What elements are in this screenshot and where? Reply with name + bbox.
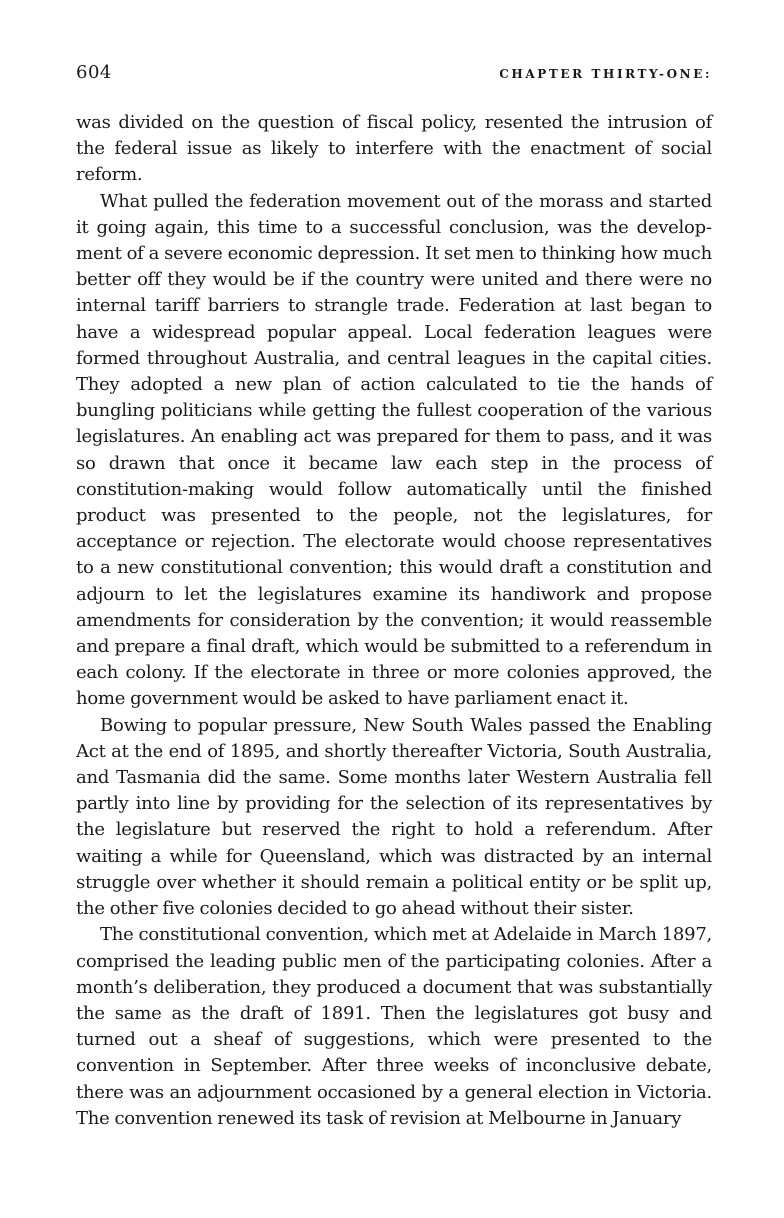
- paragraph: What pulled the federation movement out of the morass and started it going again, this time to a successful conclusion, was the development of a severe economic depression. It set men to thinking how much better off they would be if the country were united and there were no internal tariff barriers to strangle trade. Federation at last began to have a widespread popular appeal. Local federation leagues were formed throughout Australia, and central leagues in the capital cities. They adopted a new plan of action calculated to tie the hands of bungling politicians while getting the fullest cooperation of the various legislatures. An enabling act was prepared for them to pass, and it was so drawn that once it became law each step in the process of constitution-making would follow automatically until the finished product was presented to the people, not the legislatures, for acceptance or rejection. The electorate would choose representatives to a new constitutional convention; this would draft a constitution and adjourn to let the legislatures examine its handiwork and propose amendments for consideration by the convention; it would reassemble and prepare a final draft, which would be submitted to a referendum in each colony. If the electorate in three or more colonies approved, the home government would be asked to have parliament enact it.: [76, 190, 712, 710]
- paragraph: Bowing to popular pressure, New South Wales passed the Enabling Act at the end of 1895, and shortly thereafter Victoria, South Australia, and Tasmania did the same. Some months later Western Australia fell partly into line by providing for the selection of its representatives by the legislature but reserved the right to hold a referendum. After waiting a while for Queensland, which was distracted by an internal struggle over whether it should remain a political entity or be split up, the other five colonies decided to go ahead without their sister.: [76, 714, 712, 920]
- page-number: 604: [76, 62, 112, 83]
- paragraph: The constitutional convention, which met at Adelaide in March 1897, comprised the leading public men of the participating colonies. After a month’s deliberation, they produced a document that was substantially the same as the draft of 1891. Then the legislatures got busy and turned out a sheaf of suggestions, which were presented to the convention in September. After three weeks of inconclusive debate, there was an adjournment occasioned by a general election in Victoria. The convention renewed its task of revision at Melbourne in January: [76, 924, 712, 1129]
- chapter-heading: CHAPTER THIRTY-ONE:: [499, 67, 712, 81]
- body-text: [76, 110, 712, 1132]
- paragraph-continued: was divided on the question of fiscal policy, resented the intrusion of the federal issue as likely to interfere with the enactment of social reform.: [76, 112, 712, 186]
- book-page: [76, 62, 712, 1132]
- running-header: [76, 62, 712, 96]
